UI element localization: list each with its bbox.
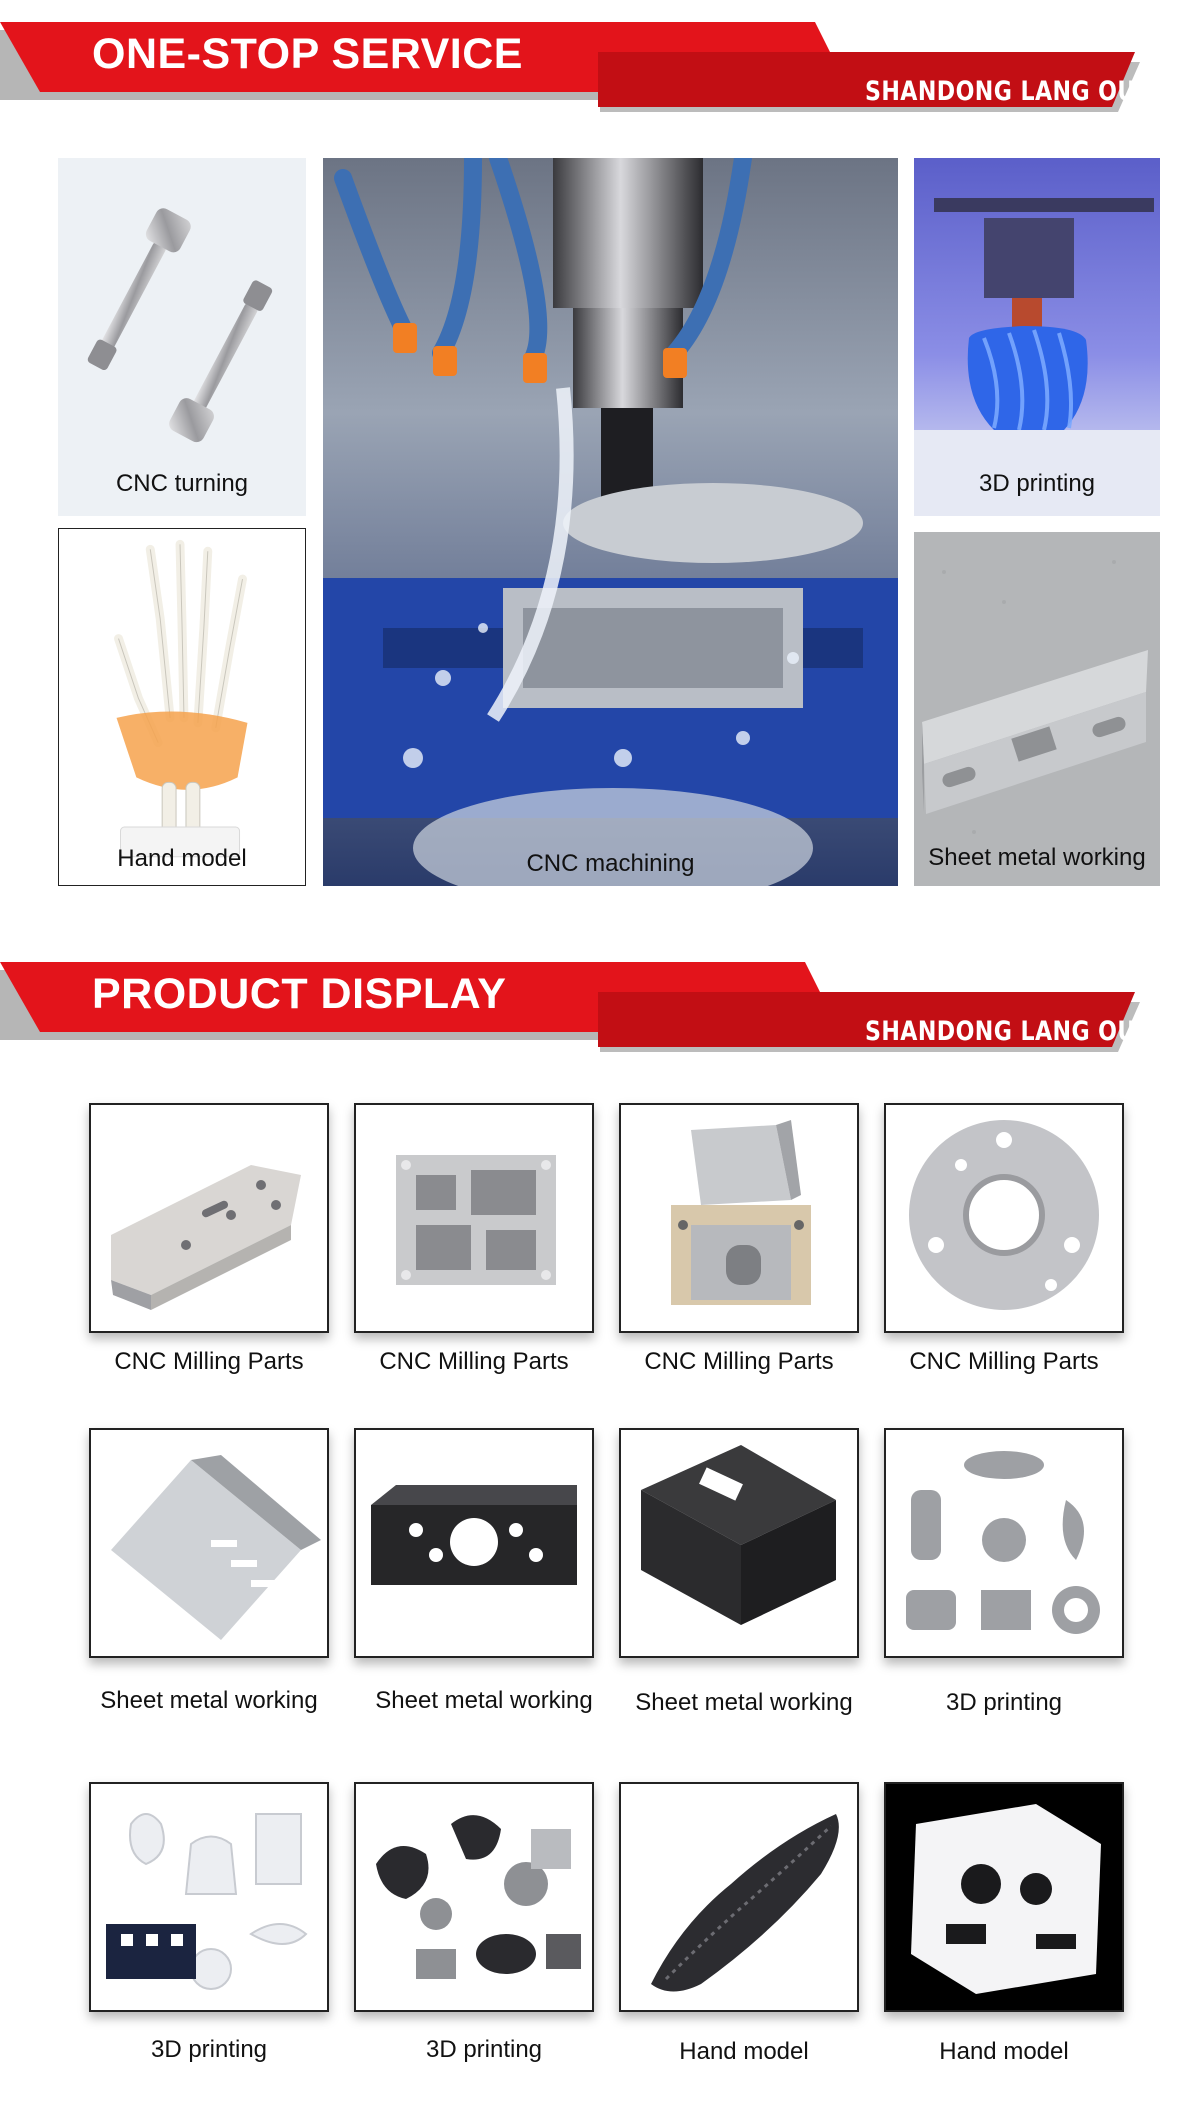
tile-caption: Hand model [117, 845, 247, 872]
tile-hand-model [58, 528, 306, 886]
product-card[interactable] [619, 1782, 859, 2012]
milled-block-icon [621, 1105, 857, 1331]
product-caption: Hand model [939, 2038, 1069, 2065]
milled-housing-icon [356, 1105, 592, 1331]
tile-caption: CNC machining [526, 850, 695, 877]
product-card[interactable] [619, 1428, 859, 1658]
product-card[interactable] [619, 1103, 859, 1333]
product-caption: Sheet metal working [635, 1689, 853, 1716]
bent-sheet-icon [91, 1430, 327, 1656]
3d-printer-image [914, 158, 1160, 516]
section-title: ONE-STOP SERVICE [92, 30, 523, 78]
product-caption: CNC Milling Parts [909, 1348, 1099, 1375]
company-name: SHANDONG LANG OU [865, 76, 1136, 107]
product-card[interactable] [354, 1103, 594, 1333]
product-caption: Sheet metal working [100, 1687, 318, 1714]
product-caption: 3D printing [150, 2036, 268, 2063]
product-caption: CNC Milling Parts [644, 1348, 834, 1375]
turned-pins-image [58, 158, 306, 516]
product-card[interactable] [89, 1782, 329, 2012]
product-card[interactable] [884, 1103, 1124, 1333]
hand-skeleton-image [59, 529, 305, 885]
metal-prints-icon [886, 1430, 1122, 1656]
nylon-prints-icon [356, 1784, 592, 2010]
product-card[interactable] [884, 1782, 1124, 2012]
products-banner [0, 962, 1200, 1072]
resin-prints-icon [91, 1784, 327, 2010]
company-name: SHANDONG LANG OU [865, 1016, 1136, 1047]
product-caption: CNC Milling Parts [114, 1348, 304, 1375]
product-caption: 3D printing [425, 2036, 543, 2063]
tile-caption: Sheet metal working [928, 844, 1146, 871]
black-bracket-icon [356, 1430, 592, 1656]
tile-caption: CNC turning [115, 470, 249, 497]
white-housing-icon [886, 1784, 1122, 2010]
product-caption: Sheet metal working [375, 1687, 593, 1714]
tile-3d-printing [914, 158, 1160, 516]
product-caption: Hand model [679, 2038, 809, 2065]
product-caption: CNC Milling Parts [379, 1348, 569, 1375]
sheet-metal-bracket-image [914, 532, 1160, 886]
cnc-machining-image [323, 158, 898, 886]
tile-cnc-turning [58, 158, 306, 516]
product-card[interactable] [354, 1428, 594, 1658]
product-card[interactable] [884, 1428, 1124, 1658]
product-card[interactable] [354, 1782, 594, 2012]
tile-sheet-metal [914, 532, 1160, 886]
section-title: PRODUCT DISPLAY [92, 970, 507, 1018]
product-card[interactable] [89, 1428, 329, 1658]
milled-disc-icon [886, 1105, 1122, 1331]
shoe-sole-icon [621, 1784, 857, 2010]
tile-cnc-machining [323, 158, 898, 886]
service-banner [0, 22, 1200, 132]
milled-plate-icon [91, 1105, 327, 1331]
product-card[interactable] [89, 1103, 329, 1333]
black-cover-icon [621, 1430, 857, 1656]
tile-caption: 3D printing [978, 470, 1096, 497]
product-caption: 3D printing [945, 1689, 1063, 1716]
